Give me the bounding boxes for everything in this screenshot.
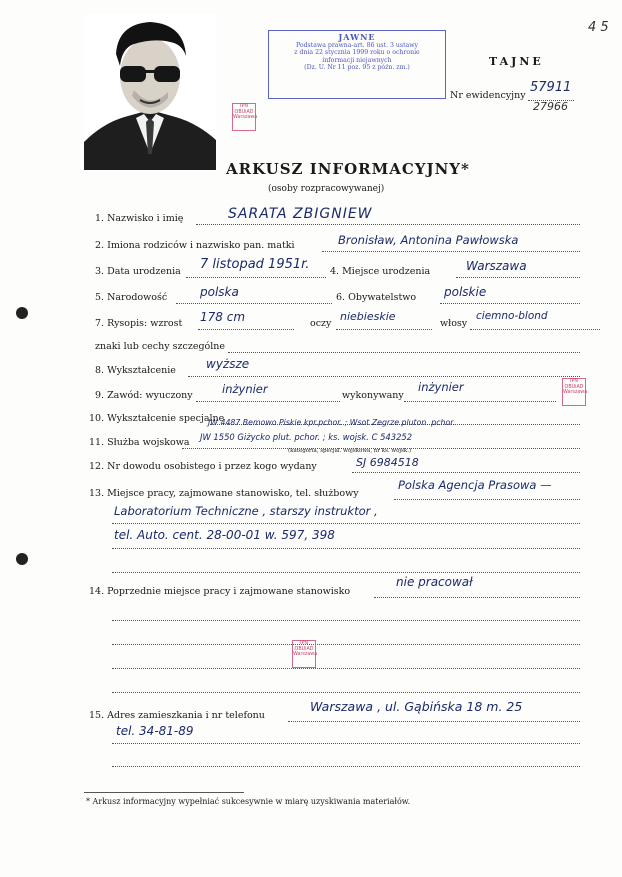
field-15-value2: tel. 34-81-89 <box>116 724 194 738</box>
corner-mark: 4 5 <box>588 20 609 35</box>
footnote: * Arkusz informacyjny wypełniać sukcesywnie w miarę uzyskiwania materiałów. <box>86 797 411 806</box>
nr-ewidencyjny-label: Nr ewidencyjny <box>450 90 526 101</box>
field-3-value: 7 listopad 1951r. <box>200 257 310 272</box>
field-12-label: 12. Nr dowodu osobistego i przez kogo wydany <box>89 461 317 472</box>
field-9-value: inżynier <box>222 382 268 396</box>
portrait-photo <box>84 14 216 170</box>
field-11-note: (kategoria, specjal. wojskowa, nr ks. wojsk.) <box>288 448 412 454</box>
footnote-rule <box>84 792 244 793</box>
nr-ewidencyjny-value: 57911 <box>530 80 572 95</box>
field-8-label: 8. Wykształcenie <box>95 365 176 376</box>
nr-ewidencyjny-value2: 27966 <box>533 100 568 113</box>
jawne-stamp: JAWNE Podstawa prawna-art. 86 ust. 3 ustawy z dnia 22 stycznia 1999 roku o ochronie informacji niejawnych (Dz. U. Nr 11 poz. 95 z późn. zm.) <box>268 30 446 99</box>
field-5-label: 5. Narodowość <box>95 292 168 303</box>
punch-hole-bottom <box>16 553 28 565</box>
field-7-label: 7. Rysopis: wzrost <box>95 318 183 329</box>
field-4-value: Warszawa <box>466 259 527 273</box>
field-12-value: SJ 6984518 <box>356 456 419 469</box>
ipn-stamp-2: IPN OBUiAD Warszawa <box>562 378 586 406</box>
field-4-label: 4. Miejsce urodzenia <box>330 266 431 277</box>
field-11-label: 11. Służba wojskowa <box>89 437 190 448</box>
field-10-label: 10. Wykształcenie specjalne <box>89 413 225 424</box>
field-6-label: 6. Obywatelstwo <box>336 292 417 303</box>
field-9-label: 9. Zawód: wyuczony <box>95 390 193 401</box>
document-subtitle: (osoby rozpracowywanej) <box>268 184 385 194</box>
field-1-value: SARATA ZBIGNIEW <box>228 206 373 222</box>
field-8-value: wyższe <box>206 357 250 371</box>
field-3-label: 3. Data urodzenia <box>95 266 181 277</box>
field-11-value2: JW 1550 Giżycko plut. pchor. ; ks. wojsk. C 543252 <box>200 432 413 442</box>
ipn-stamp: IPN OBUiAD Warszawa <box>232 103 256 131</box>
field-9-wyk-value: inżynier <box>418 380 464 394</box>
field-15-label: 15. Adres zamieszkania i nr telefonu <box>89 710 265 721</box>
field-13-value3: tel. Auto. cent. 28-00-01 w. 597, 398 <box>114 528 335 542</box>
field-14-value: nie pracował <box>396 575 473 589</box>
field-1-label: 1. Nazwisko i imię <box>95 213 184 224</box>
field-13-value1: Polska Agencja Prasowa — <box>398 478 552 492</box>
document-title: ARKUSZ INFORMACYJNY* <box>226 160 470 178</box>
punch-hole-top <box>16 307 28 319</box>
field-15-value1: Warszawa , ul. Gąbińska 18 m. 25 <box>310 699 523 714</box>
field-7-value: 178 cm <box>200 310 246 324</box>
field-13-label: 13. Miejsce pracy, zajmowane stanowisko, tel. służbowy <box>89 488 359 499</box>
field-11-value1: JW 4487 Bemowo Piskie kpr.pchor. ; Wsot Zegrze pluton. pchor. <box>208 418 456 427</box>
field-7-wlosy-label: włosy <box>440 318 468 329</box>
field-2-label: 2. Imiona rodziców i nazwisko pan. matki <box>95 240 295 251</box>
field-7-wlosy-value: ciemno-blond <box>476 310 548 322</box>
field-2-value: Bronisław, Antonina Pawłowska <box>338 233 519 247</box>
field-9-wyk-label: wykonywany <box>342 390 404 401</box>
field-7-oczy-label: oczy <box>310 318 332 329</box>
field-7-oczy-value: niebieskie <box>340 310 396 323</box>
tajne-label: TAJNE <box>489 55 544 68</box>
field-13-value2: Laboratorium Techniczne , starszy instruktor , <box>114 504 378 518</box>
field-6-value: polskie <box>444 285 487 299</box>
field-5-value: polska <box>200 285 239 299</box>
field-14-label: 14. Poprzednie miejsce pracy i zajmowane stanowisko <box>89 586 351 597</box>
ipn-stamp-3: IPN OBUiAD Warszawa <box>292 640 316 668</box>
field-7-znaki-label: znaki lub cechy szczególne <box>95 341 226 352</box>
